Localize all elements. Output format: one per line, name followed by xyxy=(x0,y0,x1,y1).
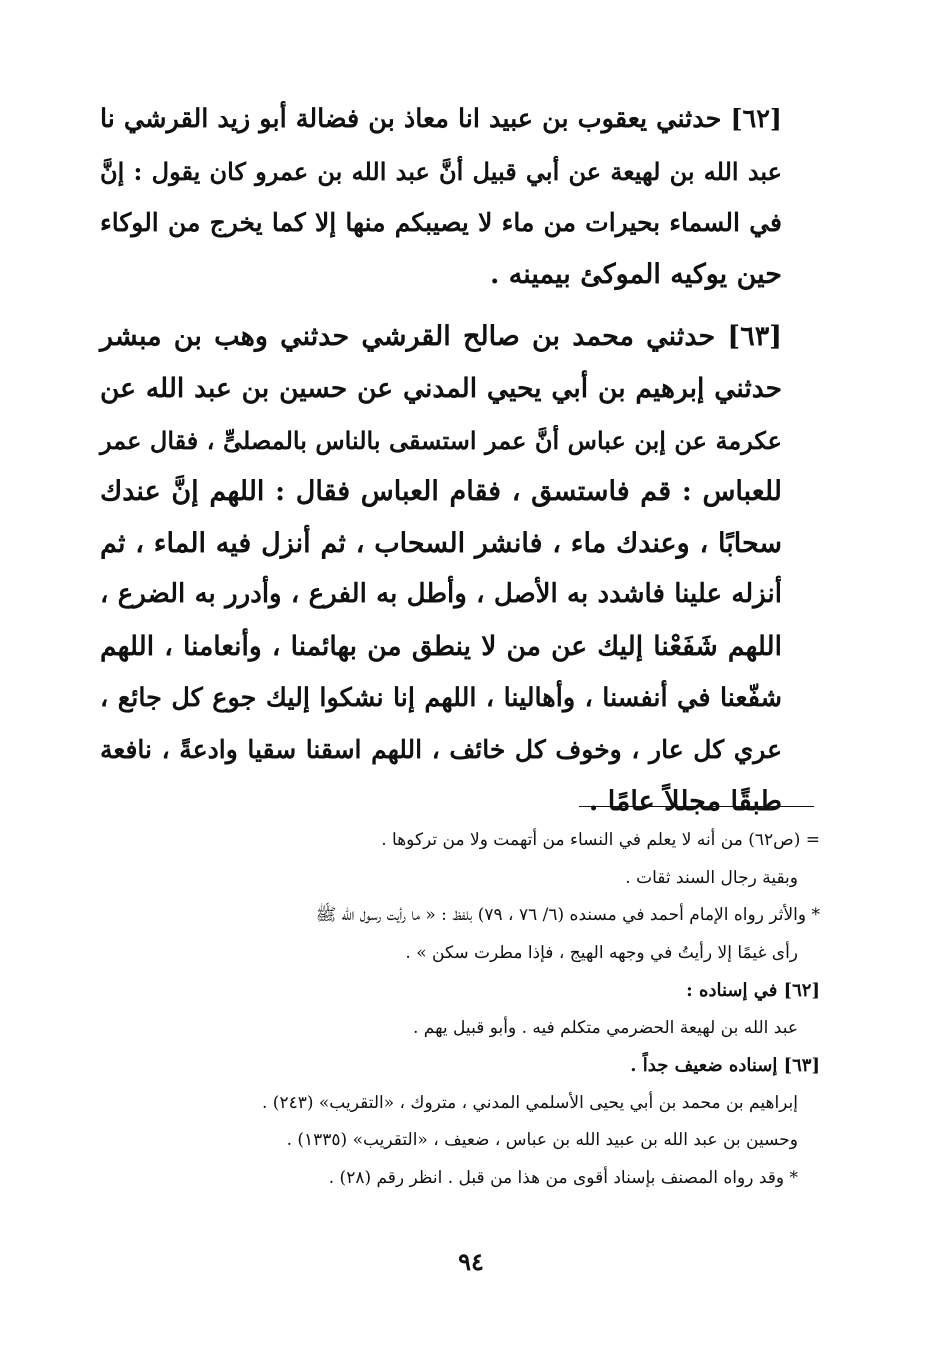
paragraph-62 xyxy=(100,94,782,300)
footnote-line: وحسين بن عبد الله بن عبيد الله بن عباس ، ضعيف ، «التقريب» (١٣٣٥) . xyxy=(286,1130,798,1150)
text-line: للعباس : قم فاستسق ، فقام العباس فقال : اللهم إنَّ عندك xyxy=(100,476,782,508)
footnote-line: * والأثر رواه الإمام أحمد في مسنده (٦/ ٧٦ ، ٧٩) بلفظ : « ما رأيت رسول الله ﷺ xyxy=(315,905,820,925)
page-number: ٩٤ xyxy=(458,1247,484,1276)
footnote-line: إبراهيم بن محمد بن أبي يحيى الأسلمي المدني ، متروك ، «التقريب» (٢٤٣) . xyxy=(262,1092,798,1113)
footnotes-block xyxy=(120,822,820,1197)
footnote-heading: [٦٣] إسناده ضعيف جداً . xyxy=(630,1055,820,1076)
text-line: سحابًا ، وعندك ماء ، فانشر السحاب ، ثم أنزل فيه الماء ، ثم xyxy=(100,527,782,559)
footnote-line: عبد الله بن لهيعة الحضرمي متكلم فيه . وأبو قبيل يهم . xyxy=(412,1017,798,1038)
text-line: عبد الله بن لهيعة عن أبي قبيل أنَّ عبد الله بن عمرو كان يقول : إنَّ xyxy=(100,156,782,186)
main-text-block xyxy=(100,94,782,827)
footnote-line: وبقية رجال السند ثقات . xyxy=(625,867,798,888)
paragraph-63 xyxy=(100,311,782,827)
text-line: عكرمة عن إبن عباس أنَّ عمر استسقى بالناس بالمصلىٍّ ، فقال عمر xyxy=(100,425,782,455)
text-line: أنزله علينا فاشدد به الأصل ، وأطل به الفرع ، وأدرر به الضرع ، xyxy=(100,579,782,610)
text-line: شفّعنا في أنفسنا ، وأهالينا ، اللهم إنا نشكوا إليك جوع كل جائع ، xyxy=(100,682,782,713)
text-line: حين يوكيه الموكئ بيمينه . xyxy=(489,258,782,290)
footnote-heading: [٦٢] في إسناده : xyxy=(686,980,820,1001)
footnote-line: = (ص٦٢) من أنه لا يعلم في النساء من أتهمت ولا من تركوها . xyxy=(381,830,820,850)
footnote-separator xyxy=(579,806,814,807)
footnote-line: * وقد رواه المصنف بإسناد أقوى من هذا من قبل . انظر رقم (٢٨) . xyxy=(328,1167,798,1188)
text-line: [٦٣] حدثني محمد بن صالح القرشي حدثني وهب بن مبشر xyxy=(100,321,782,353)
text-line: حدثني إبرهيم بن أبي يحيي المدني عن حسين بن عبد الله عن xyxy=(100,372,782,404)
text-line: عري كل عار ، وخوف كل خائف ، اللهم اسقنا سقيا وادعةً ، نافعة xyxy=(100,735,782,765)
text-line: [٦٢] حدثني يعقوب بن عبيد انا معاذ بن فضالة أبو زيد القرشي نا xyxy=(100,104,782,134)
text-line: طبقًا مجللاً عامًا . xyxy=(588,785,782,817)
footnote-line: رأى غيمًا إلا رأيتُ في وجهه الهيج ، فإذا مطرت سكن » . xyxy=(405,942,798,963)
text-line: في السماء بحيرات من ماء لا يصيبكم منها إلا كما يخرج من الوكاء xyxy=(100,208,782,238)
text-line: اللهم شَفَعْنا إليك عن من لا ينطق من بهائمنا ، وأنعامنا ، اللهم xyxy=(100,630,782,662)
